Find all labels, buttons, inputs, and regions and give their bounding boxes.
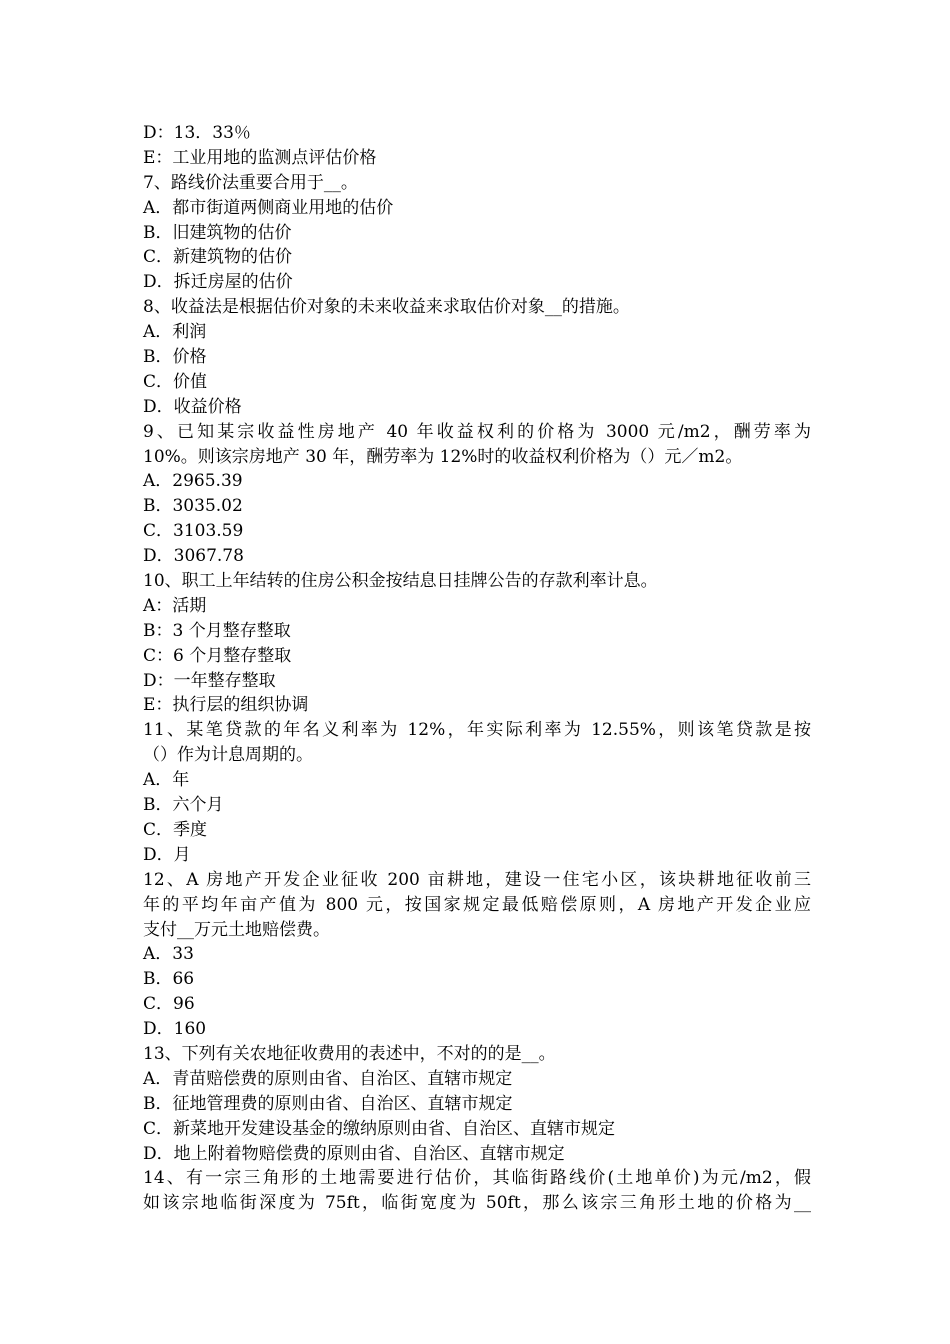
option-line: B：3 个月整存整取: [143, 620, 291, 641]
option-line: C．96: [143, 994, 195, 1015]
option-line: C：6 个月整存整取: [143, 645, 292, 666]
option-line: B．3035.02: [143, 496, 243, 517]
option-line: C．价值: [143, 371, 208, 392]
question-14-cont: 如该宗地临街深度为 75ft，临街宽度为 50ft，那么该宗三角形土地的价格为__: [143, 1193, 811, 1214]
option-line: A．年: [143, 770, 190, 791]
option-line: D．160: [143, 1019, 207, 1040]
option-line: B．价格: [143, 347, 207, 368]
question-9-cont: 10%。则该宗房地产 30 年，酬劳率为 12%时的收益权利价格为（）元／m2。: [143, 446, 743, 467]
question-12: 12、A 房地产开发企业征收 200 亩耕地，建设一住宅小区，该块耕地征收前三: [143, 869, 811, 890]
option-line: A．33: [143, 944, 194, 965]
question-10: 10、职工上年结转的住房公积金按结息日挂牌公告的存款利率计息。: [143, 571, 658, 592]
option-line: B．征地管理费的原则由省、自治区、直辖市规定: [143, 1093, 513, 1114]
option-line: D．收益价格: [143, 396, 242, 417]
option-line: B．66: [143, 969, 195, 990]
option-line: D：一年整存整取: [143, 670, 276, 691]
option-line: C．季度: [143, 819, 208, 840]
text-line: E：工业用地的监测点评估价格: [143, 147, 377, 168]
option-line: C．新菜地开发建设基金的缴纳原则由省、自治区、直辖市规定: [143, 1118, 616, 1139]
option-line: A．青苗赔偿费的原则由省、自治区、直辖市规定: [143, 1068, 513, 1089]
question-11-cont: （）作为计息周期的。: [143, 745, 313, 766]
option-line: C．新建筑物的估价: [143, 247, 293, 268]
option-line: A：活期: [143, 595, 207, 616]
document-page: [143, 121, 811, 1216]
text-line: D：13．33％: [143, 123, 251, 143]
question-8: 8、收益法是根据估价对象的未来收益来求取估价对象__的措施。: [143, 297, 630, 318]
question-9: 9、已知某宗收益性房地产 40 年收益权利的价格为 3000 元/m2，酬劳率为: [143, 421, 811, 442]
question-14: 14、有一宗三角形的土地需要进行估价，其临街路线价(土地单价)为元/m2，假: [143, 1168, 811, 1189]
option-line: D．月: [143, 844, 191, 865]
option-line: E：执行层的组织协调: [143, 695, 309, 716]
question-13: 13、下列有关农地征收费用的表述中，不对的的是__。: [143, 1043, 556, 1064]
question-12-cont: 支付__万元土地赔偿费。: [143, 919, 330, 940]
question-7: 7、路线价法重要合用于__。: [143, 172, 358, 193]
option-line: A．2965.39: [143, 471, 243, 492]
option-line: B．六个月: [143, 795, 224, 816]
option-line: A．都市街道两侧商业用地的估价: [143, 197, 394, 218]
option-line: D．地上附着物赔偿费的原则由省、自治区、直辖市规定: [143, 1143, 565, 1164]
option-line: B．旧建筑物的估价: [143, 222, 292, 243]
question-12-cont: 年的平均年亩产值为 800 元，按国家规定最低赔偿原则，A 房地产开发企业应: [143, 894, 811, 915]
option-line: A．利润: [143, 322, 207, 343]
option-line: C．3103.59: [143, 521, 244, 542]
option-line: D．3067.78: [143, 546, 244, 567]
option-line: D．拆迁房屋的估价: [143, 272, 293, 293]
question-11: 11、某笔贷款的年名义利率为 12%，年实际利率为 12.55%，则该笔贷款是按: [143, 720, 811, 741]
